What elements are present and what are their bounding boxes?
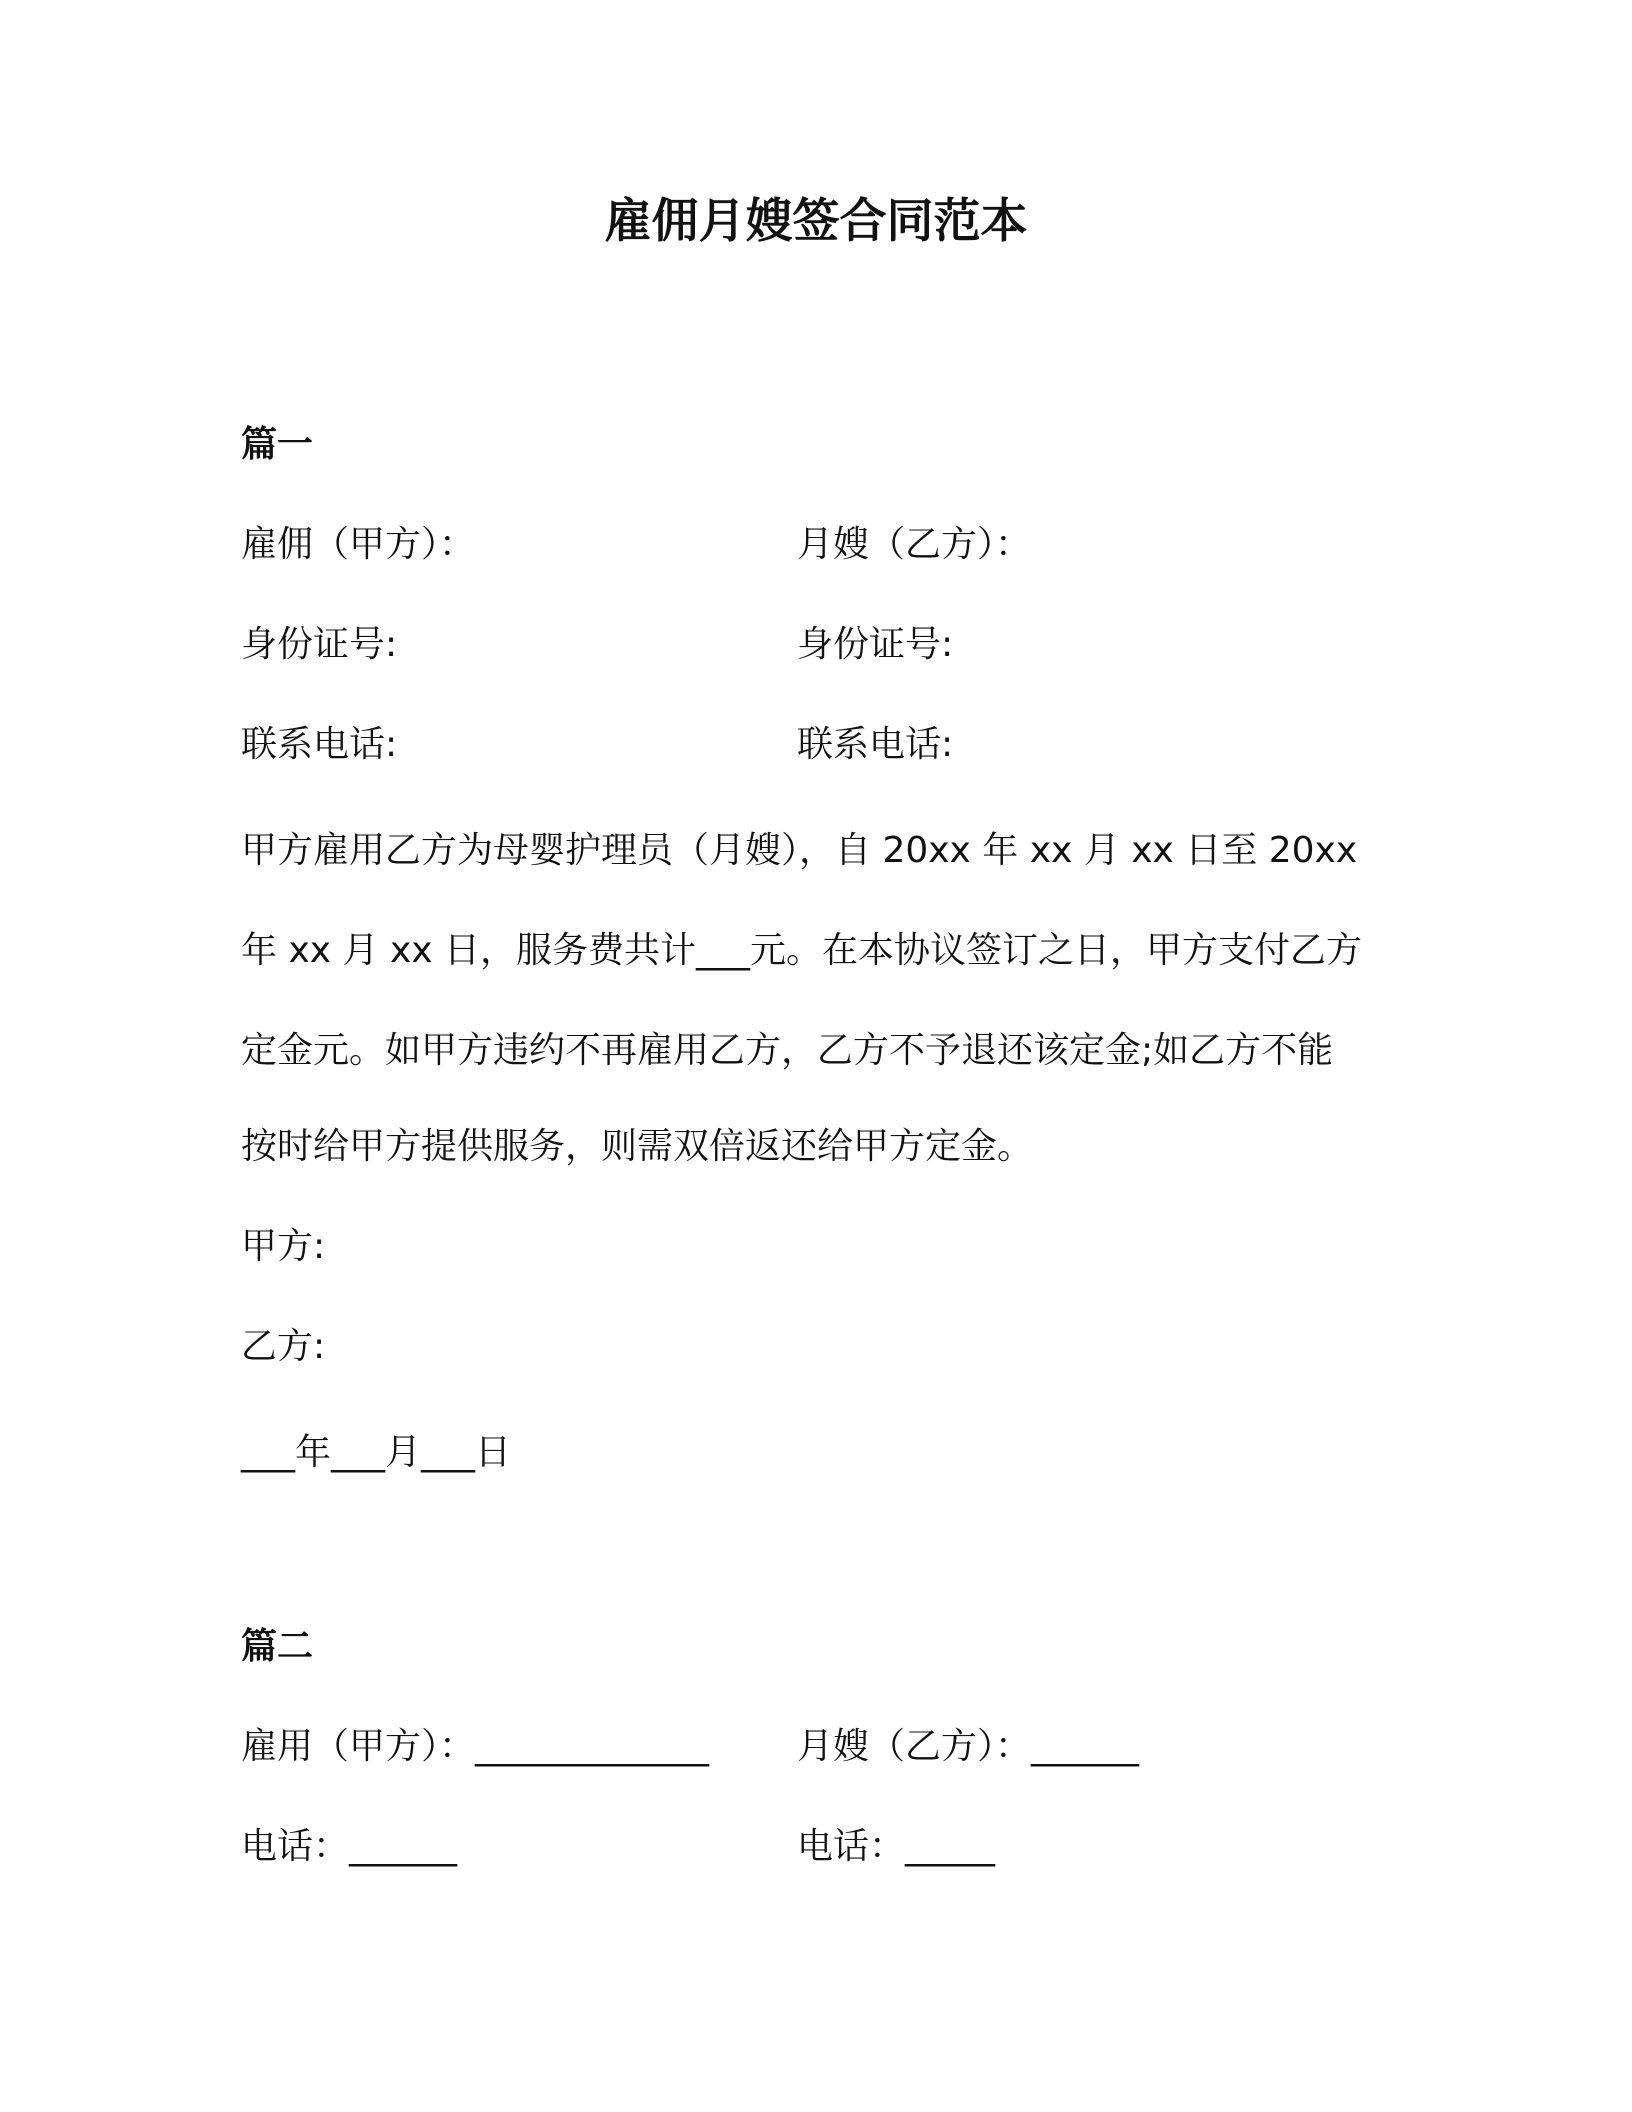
section2-phone-a: 电话：______ bbox=[241, 1826, 458, 1867]
body-paragraph-line-4: 按时给甲方提供服务，则需双倍返还给甲方定金。 bbox=[241, 1126, 1034, 1167]
section2-party-a: 雇用（甲方）：_____________ bbox=[241, 1726, 710, 1767]
signature-party-b: 乙方: bbox=[241, 1326, 326, 1367]
phone-b-label: 联系电话: bbox=[797, 724, 954, 765]
body-paragraph-line-1: 甲方雇用乙方为母婴护理员（月嫂），自 20xx 年 xx 月 xx 日至 20xx bbox=[241, 830, 1358, 871]
party-b-label: 月嫂（乙方）： bbox=[797, 524, 1032, 565]
phone-a-label: 联系电话: bbox=[241, 724, 398, 765]
section2-heading: 篇二 bbox=[241, 1626, 314, 1667]
body-paragraph-line-2: 年 xx 月 xx 日，服务费共计___元。在本协议签订之日，甲方支付乙方 bbox=[241, 930, 1362, 971]
party-a-label: 雇佣（甲方）： bbox=[241, 524, 476, 565]
signature-party-a: 甲方: bbox=[241, 1226, 326, 1267]
section1-heading: 篇一 bbox=[241, 424, 314, 465]
section2-phone-b: 电话：_____ bbox=[797, 1826, 996, 1867]
document-title: 雇佣月嫂签合同范本 bbox=[604, 194, 1028, 249]
body-paragraph-line-3: 定金元。如甲方违约不再雇用乙方，乙方不予退还该定金;如乙方不能 bbox=[241, 1030, 1334, 1071]
date-line: ___年___月___日 bbox=[241, 1432, 512, 1473]
id-number-a-label: 身份证号: bbox=[241, 624, 398, 665]
section2-party-b: 月嫂（乙方）：______ bbox=[797, 1726, 1140, 1767]
id-number-b-label: 身份证号: bbox=[797, 624, 954, 665]
